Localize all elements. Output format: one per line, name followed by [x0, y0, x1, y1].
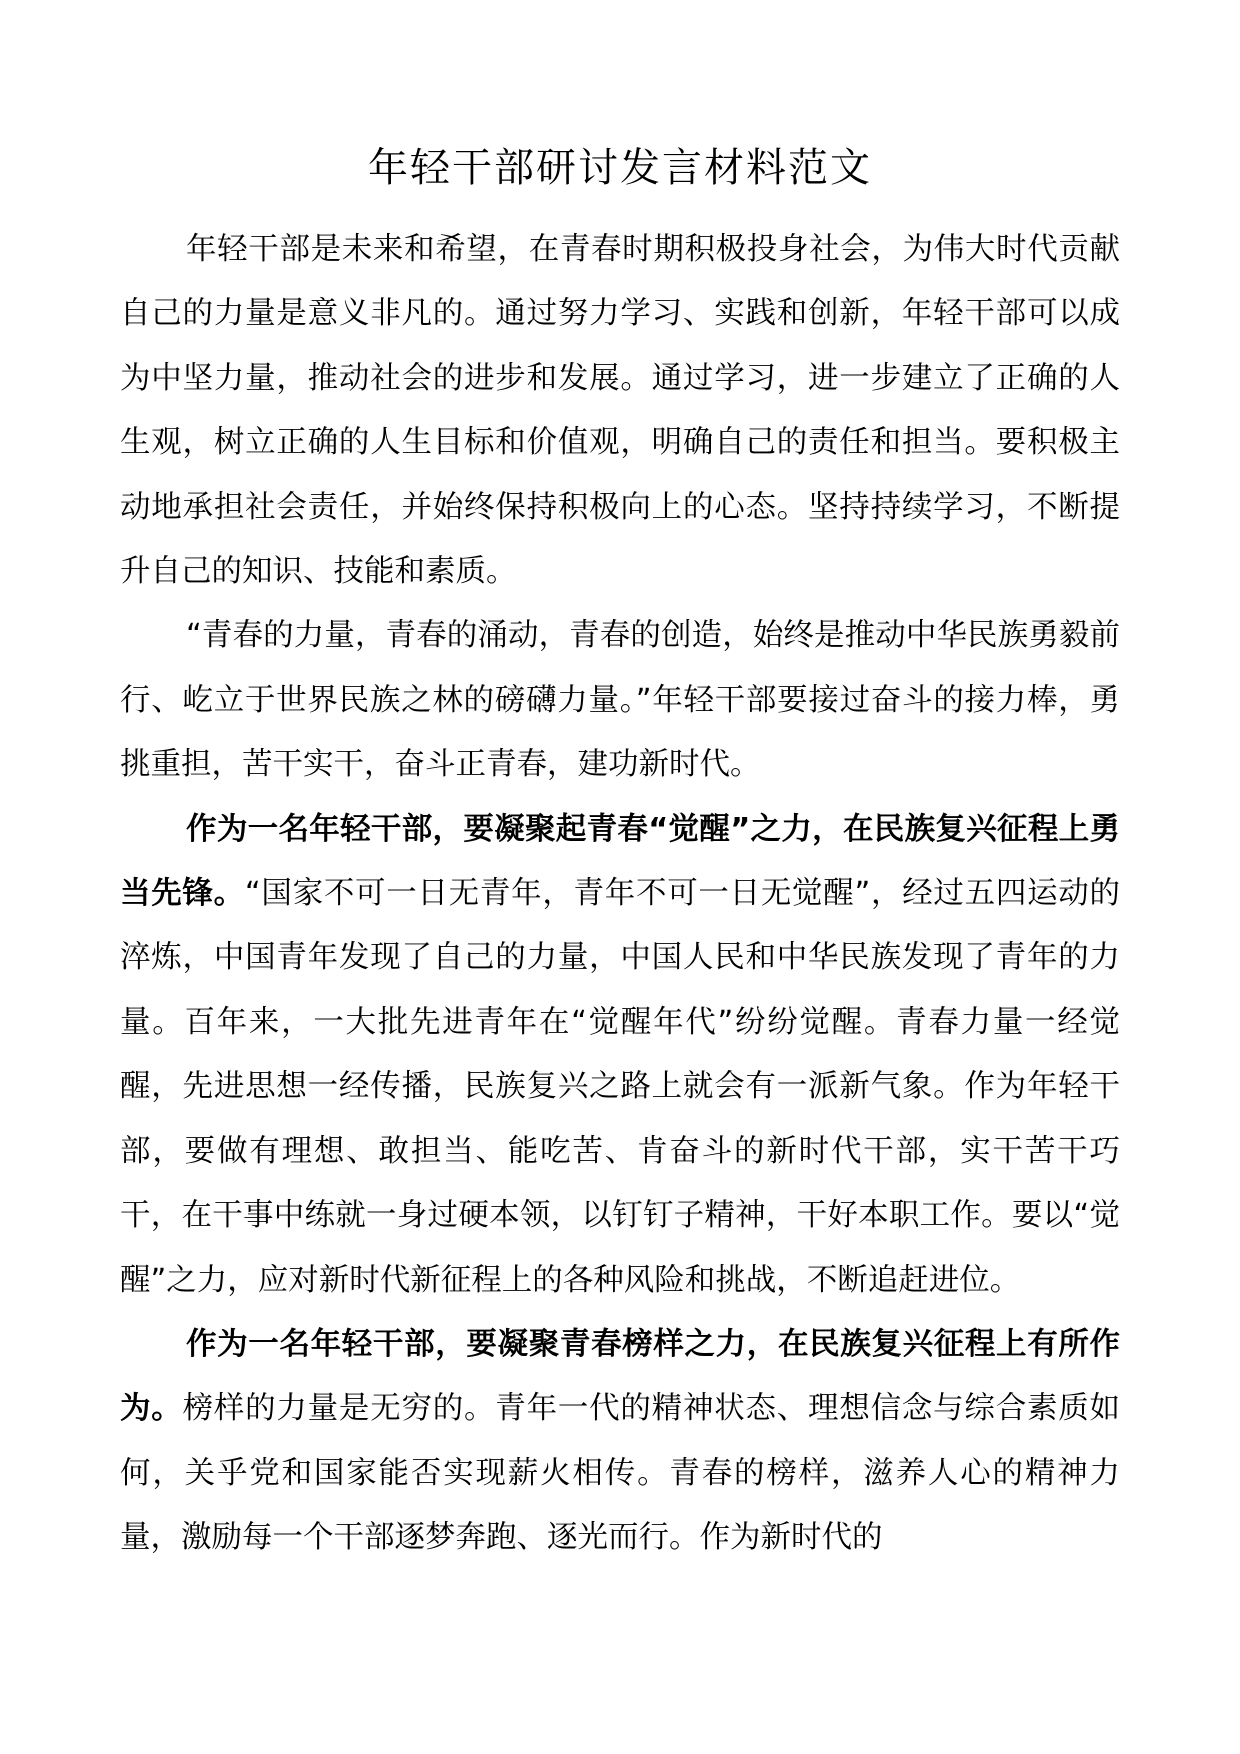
paragraph-4	[120, 1313, 1120, 1571]
document-body	[120, 218, 1120, 1571]
paragraph-text: 榜样的力量是无穷的。青年一代的精神状态、理想信念与综合素质如何，关乎党和国家能否实现薪火相传。青春的榜样，滋养人心的精神力量，激励每一个干部逐梦奔跑、逐光而行。作为新时代的	[120, 1391, 1121, 1556]
paragraph-lead: 作为一名年轻干部，要凝聚起青春“觉醒”之力，在民族复兴征程上勇当先锋。	[120, 811, 1120, 912]
paragraph-text: “青春的力量，青春的涌动，青春的创造，始终是推动中华民族勇毅前行、屹立于世界民族之林的磅礴力量。”年轻干部要接过奋斗的接力棒，勇挑重担，苦干实干，奋斗正青春，建功新时代。	[120, 618, 1120, 783]
paragraph-lead: 作为一名年轻干部，要凝聚青春榜样之力，在民族复兴征程上有所作为。	[120, 1326, 1120, 1427]
paragraph-3	[120, 798, 1120, 1313]
paragraph-2	[120, 604, 1120, 797]
paragraph-1	[120, 218, 1120, 604]
paragraph-text: “国家不可一日无青年，青年不可一日无觉醒”，经过五四运动的淬炼，中国青年发现了自己的力量，中国人民和中华民族发现了青年的力量。百年来，一大批先进青年在“觉醒年代”纷纷觉醒。青春力量一经觉醒，先进思想一经传播，民族复兴之路上就会有一派新气象。作为年轻干部，要做有理想、敢担当、能吃苦、肯奋斗的新时代干部，实干苦干巧干，在干事中练就一身过硬本领，以钉钉子精神，干好本职工作。要以“觉醒”之力，应对新时代新征程上的各种风险和挑战，不断追赶进位。	[120, 876, 1121, 1298]
paragraph-text: 年轻干部是未来和希望，在青春时期积极投身社会，为伟大时代贡献自己的力量是意义非凡的。通过努力学习、实践和创新，年轻干部可以成为中坚力量，推动社会的进步和发展。通过学习，进一步建立了正确的人生观，树立正确的人生目标和价值观，明确自己的责任和担当。要积极主动地承担社会责任，并始终保持积极向上的心态。坚持持续学习，不断提升自己的知识、技能和素质。	[120, 232, 1120, 590]
document-title: 年轻干部研讨发言材料范文	[368, 145, 872, 191]
